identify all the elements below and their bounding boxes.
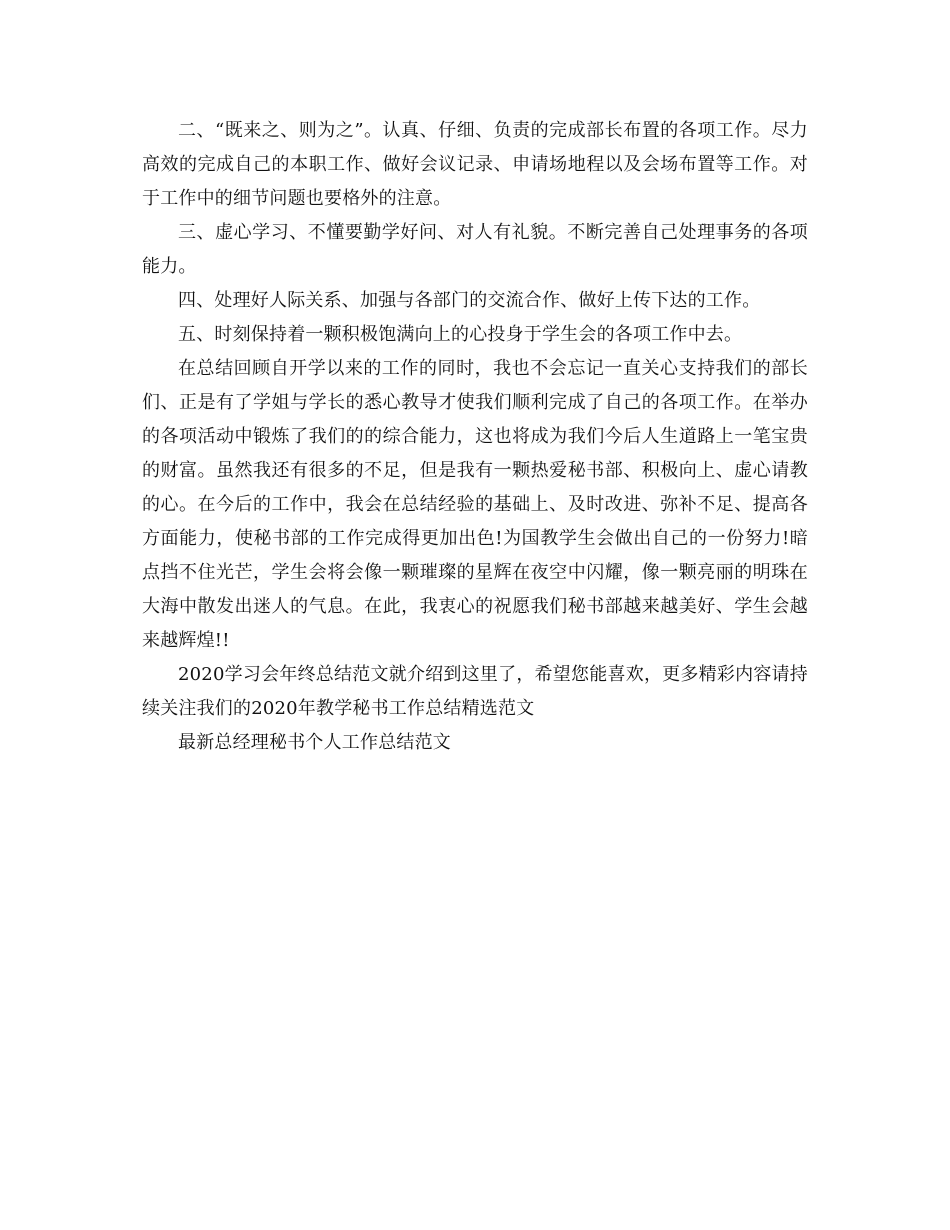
paragraph-summary: 在总结回顾自开学以来的工作的同时，我也不会忘记一直关心支持我们的部长们、正是有了学姐与学长的悉心教导才使我们顺利完成了自己的各项工作。在举办的各项活动中锻炼了我们的的综合能力，这也将成为我们今后人生道路上一笔宝贵的财富。虽然我还有很多的不足，但是我有一颗热爱秘书部、积极向上、虚心请教的心。在今后的工作中，我会在总结经验的基础上、及时改进、弥补不足、提高各方面能力，使秘书部的工作完成得更加出色!为国教学生会做出自己的一份努力!暗点挡不住光芒，学生会将会像一颗璀璨的星辉在夜空中闪耀，像一颗亮丽的明珠在大海中散发出迷人的气息。在此，我衷心的祝愿我们秘书部越来越美好、学生会越来越辉煌!!: [142, 358, 808, 651]
paragraph-point-two: 二、“既来之、则为之”。认真、仔细、负责的完成部长布置的各项工作。尽力高效的完成自己的本职工作、做好会议记录、申请场地程以及会场布置等工作。对于工作中的细节问题也要格外的注意。: [142, 120, 808, 209]
paragraph-point-five: 五、时刻保持着一颗积极饱满向上的心投身于学生会的各项工作中去。: [178, 324, 743, 345]
paragraph-point-three: 三、虚心学习、不懂要勤学好问、对人有礼貌。不断完善自己处理事务的各项能力。: [142, 222, 808, 277]
paragraph-closing-note: 2020学习会年终总结范文就介绍到这里了，希望您能喜欢，更多精彩内容请持续关注我们的2020年教学秘书工作总结精选范文: [142, 664, 808, 719]
document-body: [142, 114, 808, 760]
paragraph-point-four: 四、处理好人际关系、加强与各部门的交流合作、做好上传下达的工作。: [178, 290, 761, 311]
paragraph-related-title: 最新总经理秘书个人工作总结范文: [178, 732, 451, 753]
